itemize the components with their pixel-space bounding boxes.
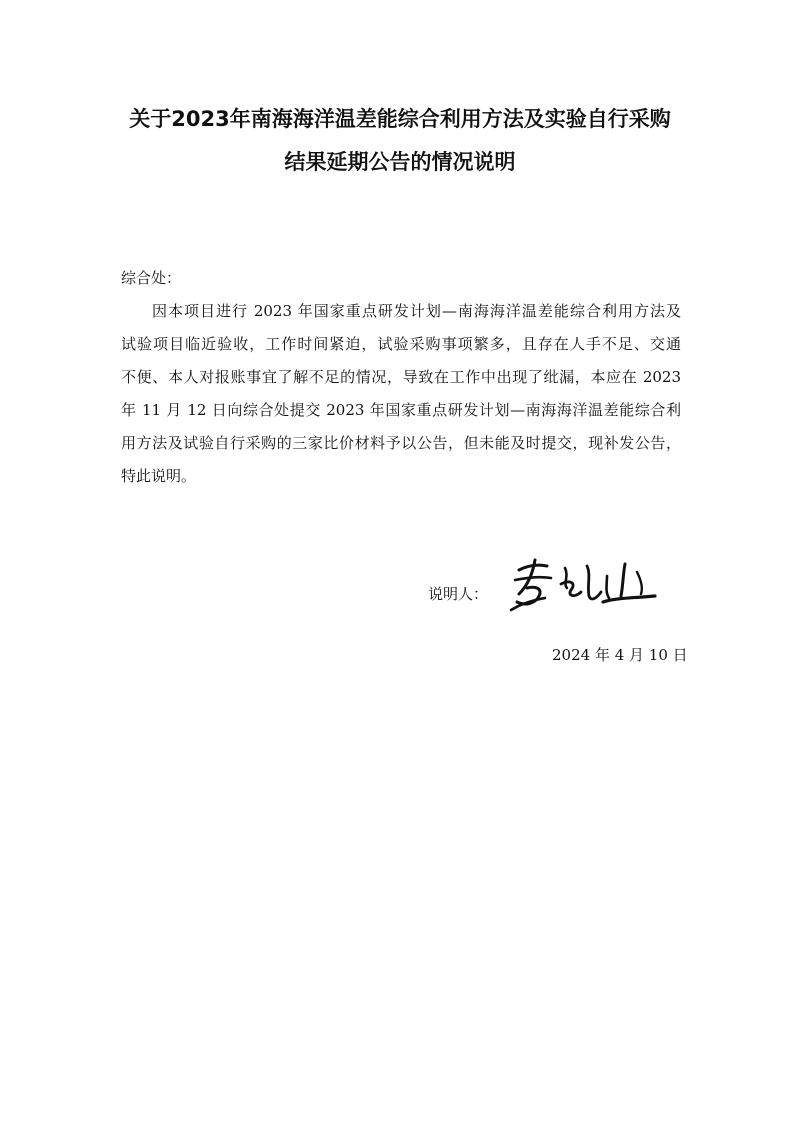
- body-line-2: 试验项目临近验收，工作时间紧迫，试验采购事项繁多，且存在人手不足、交通: [121, 335, 681, 353]
- body-line-6: 特此说明。: [121, 467, 197, 485]
- document-date: 2024 年 4 月 10 日: [552, 646, 688, 664]
- document-title-line-1: 关于2023年南海海洋温差能综合利用方法及实验自行采购: [129, 107, 671, 131]
- body-line-5: 用方法及试验自行采购的三家比价材料予以公告，但未能及时提交，现补发公告，: [121, 434, 681, 452]
- signer-label: 说明人：: [428, 585, 489, 603]
- document-title-line-2: 结果延期公告的情况说明: [284, 150, 516, 174]
- body-line-1: 因本项目进行 2023 年国家重点研发计划—南海海洋温差能综合利用方法及: [152, 302, 681, 320]
- body-line-3: 不便、本人对报账事宜了解不足的情况，导致在工作中出现了纰漏，本应在 2023: [121, 368, 681, 386]
- handwritten-signature: [505, 554, 665, 618]
- salutation: 综合处：: [121, 269, 182, 287]
- body-line-4: 年 11 月 12 日向综合处提交 2023 年国家重点研发计划—南海海洋温差能综合利: [121, 401, 681, 419]
